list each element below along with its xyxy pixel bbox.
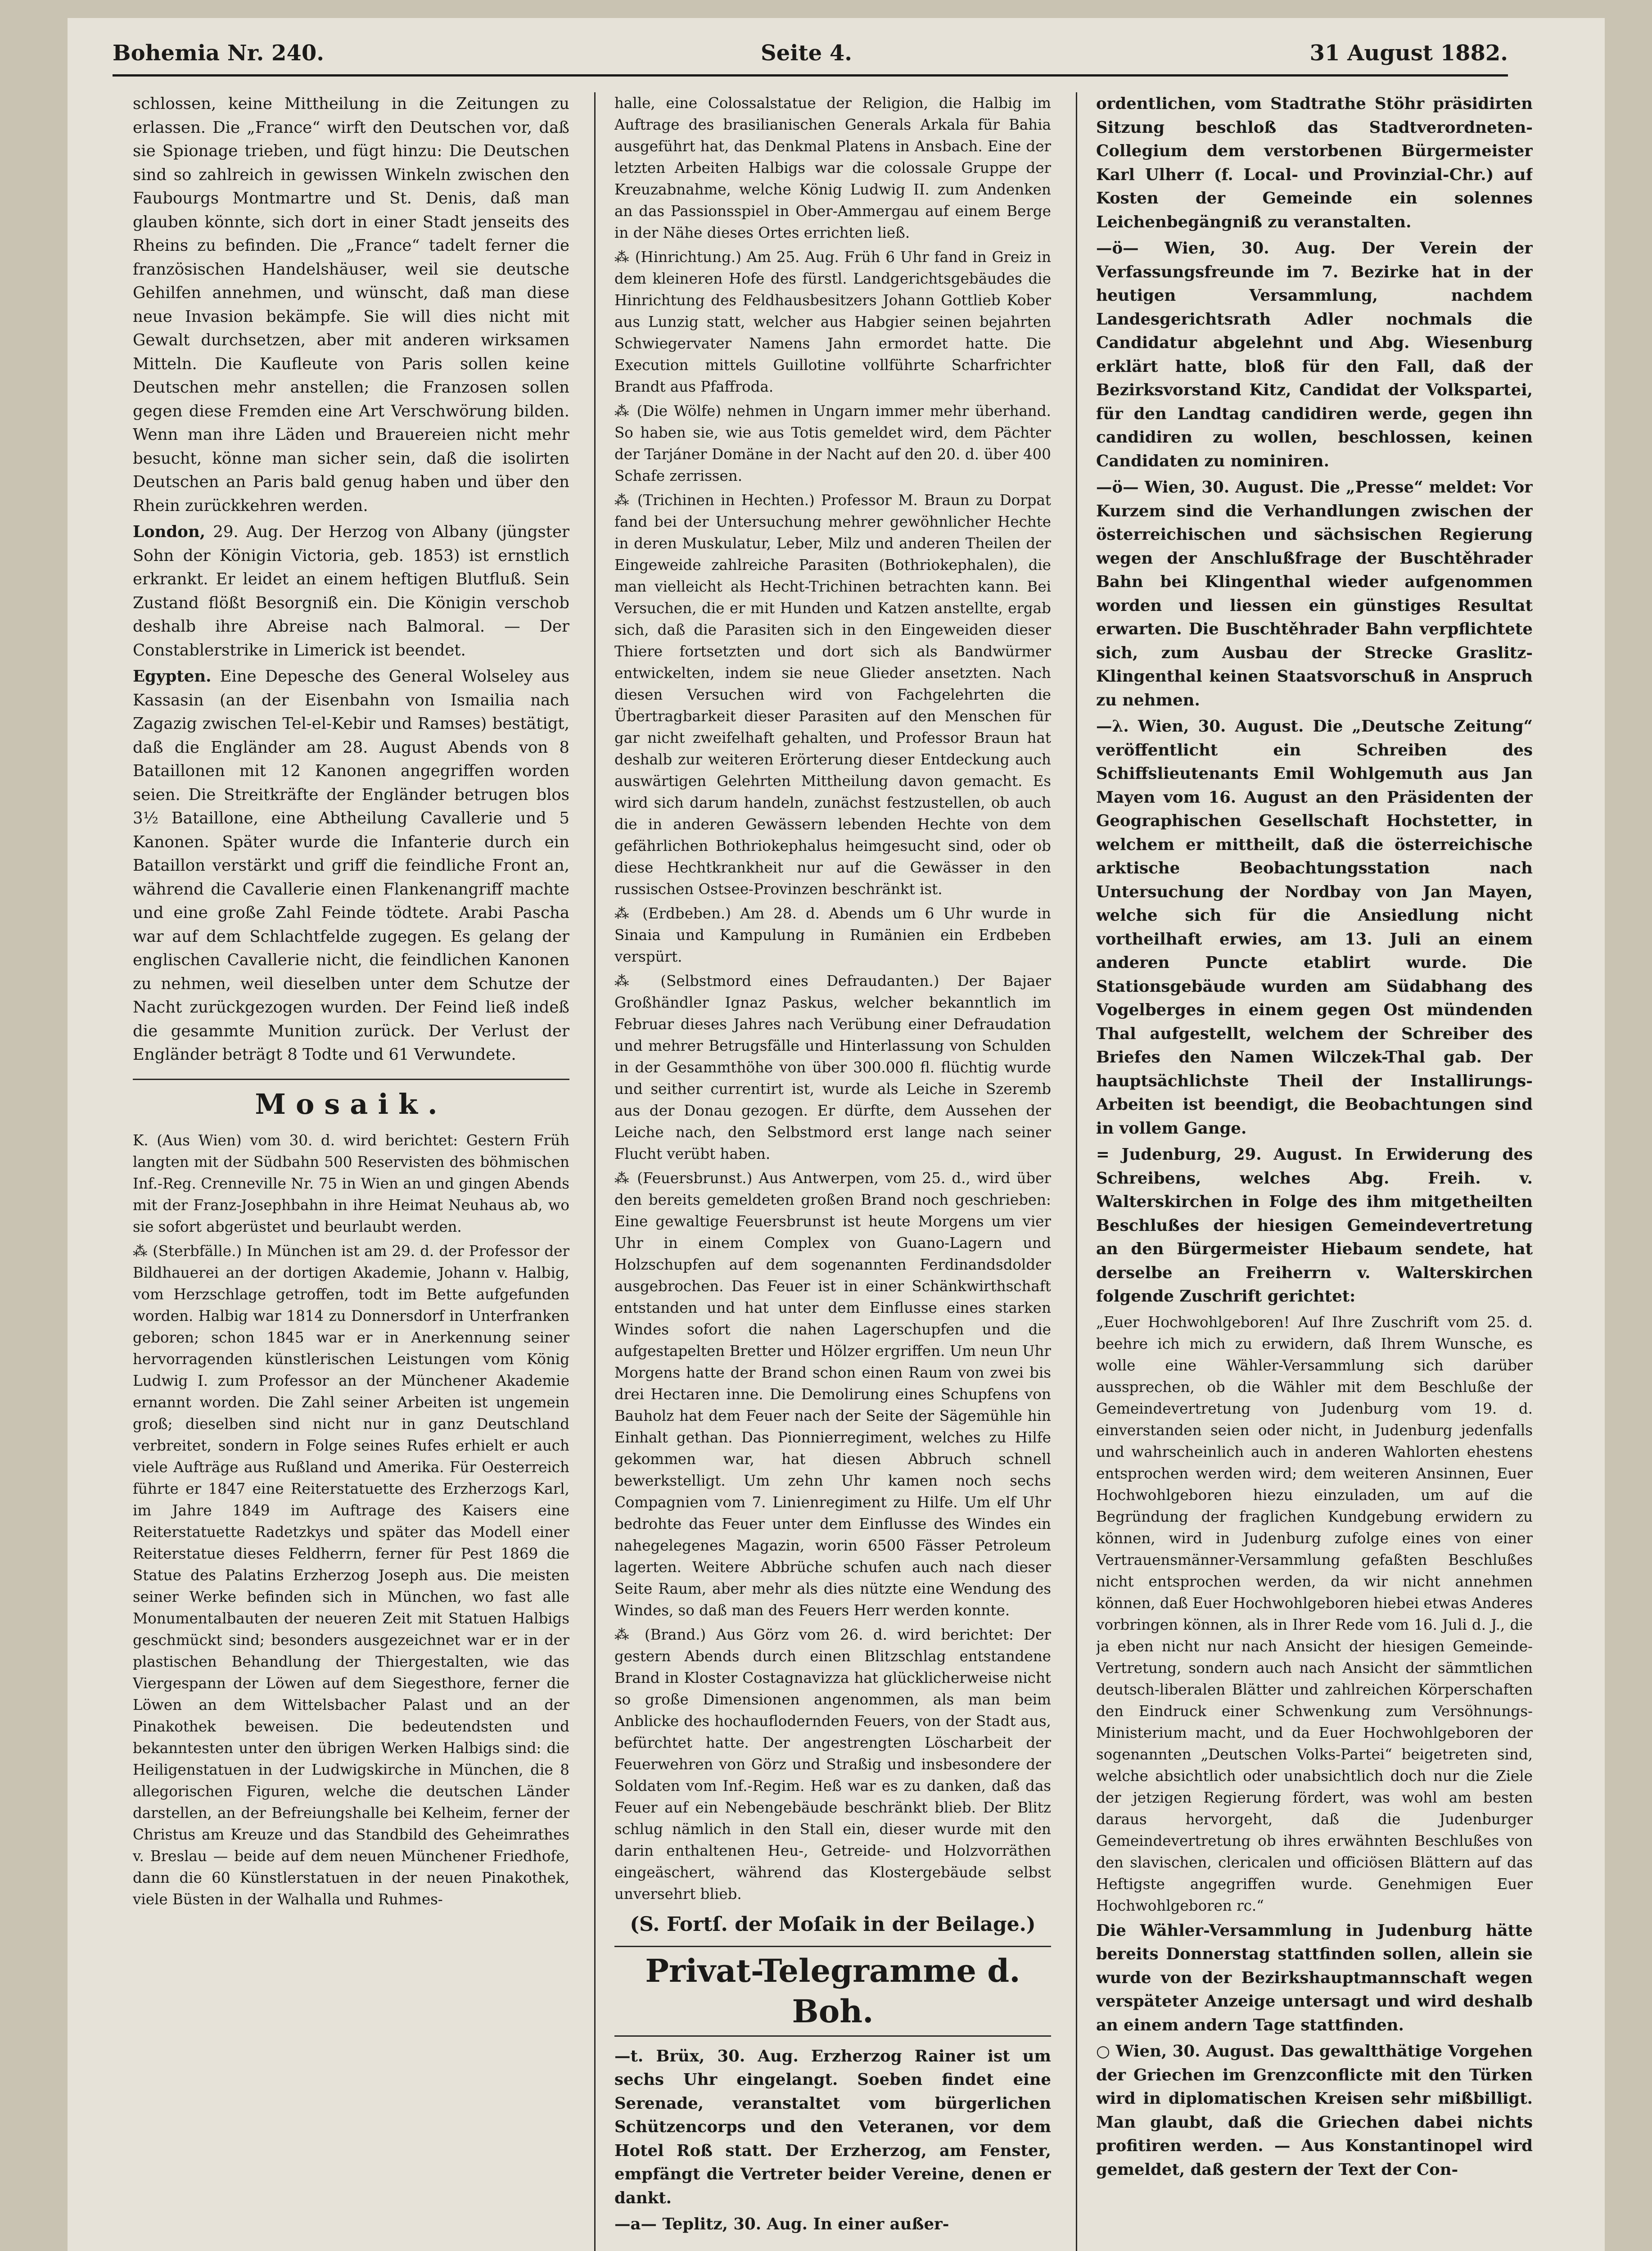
news-item: ⁂ (Brand.) Aus Görz vom 26. d. wird berichtet: Der gestern Abends durch einen Blitzschlag entstandene Brand in Kloster Costagnavizza hat glücklicherweise nicht so große Dimensionen angenommen, als man beim Anblicke des hochauflodernden Feuers, von der Stadt aus, befürchtet hatte. Der angestrengten Löscharbeit der Feuerwehren von Görz und Straßig und insbesondere der Soldaten vom Inf.-Regim. Heß war es zu danken, daß das Feuer auf ein Nebengebäude beschränkt blieb. Der Blitz schlug nämlich in den Stall ein, dieser wurde mit den darin enthaltenen Heu-, Getreide- und Holzvorräthen eingeäschert, während das Klostergebäude selbst unversehrt blieb. — [614, 1626, 1051, 1903]
issue-date: 31 August 1882. — [1309, 41, 1508, 66]
section-rule — [133, 1079, 569, 1080]
news-item: ⁂ (Trichinen in Hechten.) Professor M. Braun zu Dorpat fand bei der Untersuchung mehrer gewöhnlicher Hechte in deren Muskulatur, Leber, Milz und anderen Theilen der Eingeweide zahlreiche Parasiten (Bothriokephalen), die man vielleicht als Hecht-Trichinen betrachten kann. Bei Versuchen, die er mit Hunden und Katzen anstellte, ergab sich, daß die Parasiten sich in den Eingeweiden dieser Thiere fortsetzten und dort sich als Bandwürmer entwickelten, indem sie neue Glieder ansetzten. Nach diesen Versuchen wird von Fachgelehrten die Übertragbarkeit dieser Parasiten auf den Menschen für gar nicht zweifelhaft gehalten, und Professor Braun hat deshalb zur weiteren Erörterung dieser Entdeckung auch auswärtigen Gelehrten Mittheilung davon gemacht. Es wird sich darum handeln, zunächst festzustellen, ob auch die in anderen Gewässern lebenden Hechte von dem gefährlichen Bothriokephalus heimgesucht sind, oder ob diese Hechtkrankheit nur auf die Gewässer in den russischen Ostsee-Provinzen beschränkt ist. — [614, 492, 1051, 898]
page-header — [113, 36, 1508, 72]
news-item: halle, eine Colossalstatue der Religion, die Halbig im Auftrage des brasilianischen Generals Arkala für Bahia ausgeführt hat, das Denkmal Platens in Ansbach. Eine der letzten Arbeiten Halbigs war die colossale Gruppe der Kreuzabnahme, welche König Ludwig II. zum Andenken an das Passionsspiel in Ober-Ammergau auf einem Berge in der Nähe dieses Ortes errichten ließ. — [614, 95, 1051, 241]
column-divider — [594, 92, 596, 2251]
column-1 — [133, 92, 569, 2251]
telegram-item: Die Wähler-Versammlung in Judenburg hätte bereits Donnerstag stattfinden sollen, allein sie wurde von der Bezirkshauptmannschaft wegen verspäteter Anzeige untersagt und wird deshalb an einem andern Tage stattfinden. — [1096, 1921, 1533, 2034]
telegram-item: ○ Wien, 30. August. Das gewaltthätige Vorgehen der Griechen im Grenzconflicte mit den Türken wird in diplomatischen Kreisen sehr mißbilligt. Man glaubt, daß die Griechen dabei nichts profitiren werden. — Aus Konstantinopel wird gemeldet, daß gestern der Text der Con- — [1096, 2042, 1533, 2179]
news-item: ⁂ (Die Wölfe) nehmen in Ungarn immer mehr überhand. So haben sie, wie aus Totis gemeldet wird, dem Pächter der Tarjáner Domäne in der Nacht auf den 20. d. über 400 Schafe zerrissen. — [614, 402, 1051, 484]
news-item: ⁂ (Selbstmord eines Defraudanten.) Der Bajaer Großhändler Ignaz Paskus, welcher bekanntlich im Februar dieses Jahres nach Verübung einer Defraudation und mehrer Betrugsfälle und Hinterlassung von Schulden in der Gesammthöhe von über 300.000 fl. flüchtig wurde und seither currentirt ist, wurde als Leiche in Szeremb aus der Donau gezogen. Er dürfte, dem Aussehen der Leiche nach, den Selbstmord erst lange nach seiner Flucht verübt haben. — [614, 972, 1051, 1162]
letter-quote: „Euer Hochwohlgeboren! Auf Ihre Zuschrift vom 25. d. beehre ich mich zu erwidern, daß Ihrem Wunsche, es wolle eine Wähler-Versammlung sich darüber aussprechen, ob die Wähler mit dem Beschluße der Gemeindevertretung von Judenburg vom 19. d. einverstanden seien oder nicht, in Judenburg jedenfalls und wahrscheinlich auch in anderen Wahlorten ehestens entsprochen werden wird; dem weiteren Ansinnen, Euer Hochwohlgeboren hiezu einzuladen, um auf die Begründung der fraglichen Kundgebung erwidern zu können, wird in Judenburg zufolge eines von einer Vertrauensmänner-Versammlung gefaßten Beschlußes nicht entsprochen werden, da wir nicht annehmen können, daß Euer Hochwohlgeboren hiebei etwas Anderes vorbringen können, als in Ihrer Rede vom 16. Juli d. J., die ja eben nicht nur nach Ansicht der hiesigen Gemeinde-Vertretung, sondern auch nach Ansicht der sämmtlichen deutsch-liberalen Blätter und zahlreichen Körperschaften den Eindruck einer Schwenkung zum Versöhnungs-Ministerium macht, und da Euer Hochwohlgeboren der sogenannten „Deutschen Volks-Partei“ beigetreten sind, welche absichtlich oder unabsichtlich doch nur die Ziele der jetzigen Regierung fördert, was wohl am besten daraus hervorgeht, daß die Judenburger Gemeindevertretung ob ihres erwähnten Beschlußes von den slavischen, clericalen und officiösen Blättern auf das Heftigste angegriffen wurde. Genehmigen Euer Hochwohlgeboren rc.“ — [1096, 1313, 1533, 1914]
telegram-item: —ö— Wien, 30. Aug. Der Verein der Verfassungsfreunde im 7. Bezirke hat in der heutigen Versammlung, nachdem Landesgerichtsrath Adler nochmals die Candidatur abgelehnt und Abg. Wiesenburg erklärt hatte, bloß für den Fall, daß der Bezirksvorstand Kitz, Candidat der Volkspartei, für den Landtag candidiren werde, gegen ihn candidiren zu wollen, beschlossen, keinen Candidaten zu nominiren. — [1096, 239, 1533, 470]
section-title-telegrams: Privat-Telegramme d. Boh. — [614, 1946, 1051, 2037]
news-item: ⁂ (Erdbeben.) Am 28. d. Abends um 6 Uhr wurde in Sinaia und Kampulung in Rumänien ein Erdbeben verspürt. — [614, 905, 1051, 965]
header-rule — [113, 74, 1508, 77]
page-number: Seite 4. — [761, 41, 852, 66]
section-title-mosaik: Mosaik. — [255, 1087, 447, 1121]
column-3 — [1096, 92, 1533, 2251]
news-item: ⁂ (Hinrichtung.) Am 25. Aug. Früh 6 Uhr fand in Greiz in dem kleineren Hofe des fürstl. Landgerichtsgebäudes die Hinrichtung des Feldhausbesitzers Johann Gottlieb Kober aus Lunzig statt, welcher aus Habgier seinen bejahrten Schwiegervater Namens Jahn ermordet hatte. Die Execution mittels Guillotine vollführte Scharfrichter Brandt aus Pfaffroda. — [614, 249, 1051, 395]
dateline: Egypten. — [133, 667, 212, 686]
article-egypten — [133, 665, 569, 1067]
news-item: K. (Aus Wien) vom 30. d. wird berichtet: Gestern Früh langten mit der Südbahn 500 Reservisten des böhmischen Inf.-Reg. Crenneville Nr. 75 in Wien an und gingen Abends mit der Franz-Josephbahn in ihre Heimat Neuhaus ab, wo sie sofort abgerüstet und beurlaubt werden. — [133, 1132, 569, 1235]
telegram-item: —t. Brüx, 30. Aug. Erzherzog Rainer ist um sechs Uhr eingelangt. Soeben findet eine Serenade, veranstaltet vom bürgerlichen Schützencorps und den Veteranen, vor dem Hotel Roß statt. Der Erzherzog, am Fenster, empfängt die Vertreter beider Vereine, denen er dankt. — [614, 2047, 1051, 2207]
telegram-item: —ö— Wien, 30. August. Die „Presse“ meldet: Vor Kurzem sind die Verhandlungen zwischen der österreichischen und sächsischen Regierung wegen der Anschlußfrage der Buschtěhrader Bahn bei Klingenthal wieder aufgenommen worden und liessen ein günstiges Resultat erwarten. Die Buschtěhrader Bahn verpflichtete sich, zum Ausbau der Strecke Graslitz-Klingenthal keinen Staatsvorschuß in Anspruch zu nehmen. — [1096, 478, 1533, 710]
column-2 — [614, 92, 1051, 2251]
news-item: ⁂ (Sterbfälle.) In München ist am 29. d. der Professor der Bildhauerei an der dortigen Akademie, Johann v. Halbig, vom Herzschlage getroffen, todt im Bette aufgefunden worden. Halbig war 1814 zu Donnersdorf in Unterfranken geboren; schon 1845 war er in Anerkennung seiner hervorragenden künstlerischen Leistungen vom König Ludwig I. zum Professor an der Münchener Akademie ernannt worden. Die Zahl seiner Arbeiten ist ungemein groß; dieselben sind nicht nur in ganz Deutschland verbreitet, sondern in Folge seines Rufes erhielt er auch viele Aufträge aus Rußland und Amerika. Für Oesterreich führte er 1847 eine Reiterstatuette des Erzherzogs Karl, im Jahre 1849 im Auftrage des Kaisers eine Reiterstatuette Radetzkys und später das Modell einer Reiterstatue dieses Feldherrn, ferner für Pest 1869 die Statue des Palatins Erzherzog Joseph aus. Die meisten seiner Werke befinden sich in München, wo fast alle Monumentalbauten der neueren Zeit mit Statuen Halbigs geschmückt sind; besonders ausgezeichnet war er in der plastischen Behandlung der Thiergestalten, wie das Viergespann der Löwen auf dem Siegesthore, ferner die Löwen an dem Wittelsbacher Palast und an der Pinakothek beweisen. Die bedeutendsten und bekanntesten unter den übrigen Werken Halbigs sind: die Heiligenstatuen in der Ludwigskirche in München, die 8 allegorischen Figuren, welche die deutschen Länder darstellen, an der Befreiungshalle bei Kelheim, ferner der Christus am Kreuze und das Standbild des Geheimrathes v. Breslau — beide auf dem neuen Münchener Friedhofe, dann die 60 Künstlerstatuen in der neuen Pinakothek, viele Büsten in der Walhalla und Ruhmes- — [133, 1243, 569, 1908]
article-london — [133, 520, 569, 662]
article-text: Eine Depesche des General Wolseley aus Kassasin (an der Eisenbahn von Ismailia nach Zagazig zwischen Tel-el-Kebir und Ramses) bestätigt, daß die Engländer am 28. August Abends von 8 Bataillonen mit 12 Kanonen angegriffen worden seien. Die Streitkräfte der Engländer betrugen blos 3½ Bataillone, eine Abtheilung Cavallerie und 5 Kanonen. Später wurde die Infanterie durch ein Bataillon verstärkt und griff die feindliche Front an, während die Cavallerie einen Flankenangriff machte und eine große Zahl Feinde tödtete. Arabi Pascha war auf dem Schlachtfelde zugegen. Es gelang der englischen Cavallerie nicht, die feindlichen Kanonen zu nehmen, weil dieselben unter dem Schutze der Nacht zurückgezogen wurden. Der Feind ließ indeß die gesammte Munition zurück. Der Verlust der Engländer beträgt 8 Todte und 61 Verwundete. — [133, 667, 569, 1064]
dateline: London, — [133, 523, 206, 541]
telegram-item: —λ. Wien, 30. August. Die „Deutsche Zeitung“ veröffentlicht ein Schreiben des Schiffslieutenants Emil Wohlgemuth aus Jan Mayen vom 16. August an den Präsidenten der Geographischen Gesellschaft Hochstetter, in welchem er mittheilt, daß die österreichische arktische Beobachtungsstation nach Untersuchung der Nordbay von Jan Mayen, welche sich für die Ansiedlung nicht vortheilhaft erwies, am 13. Juli an einem anderen Puncte etablirt wurde. Die Stationsgebäude wurden am Südabhang des Vogelberges in einem gegen Ost mündenden Thal aufgestellt, welchem der Schreiber des Briefes den Namen Wilczek-Thal gab. Der hauptsächlichste Theil der Installirungs-Arbeiten ist beendigt, die Beobachtungen sind in vollem Gange. — [1096, 717, 1533, 1138]
masthead-issue: Bohemia Nr. 240. — [113, 41, 324, 66]
article-paragraph: schlossen, keine Mittheilung in die Zeitungen zu erlassen. Die „France“ wirft den Deutschen vor, daß sie Spionage trieben, und fügt hinzu: Die Deutschen sind so zahlreich in gewissen Winkeln zwischen den Faubourgs Montmartre und St. Denis, daß man glauben könnte, sich dort in einer Stadt jenseits des Rheins zu befinden. Die „France“ tadelt ferner die französischen Handelshäuser, weil sie deutsche Gehilfen annehmen, und wünscht, daß man diese neue Invasion bekämpfe. Sie will dies nicht mit Gewalt durchsetzen, aber mit anderen wirksamen Mitteln. Die Kaufleute von Paris sollen keine Deutschen mehr anstellen; die Franzosen sollen gegen diese Fremden eine Art Verschwörung bilden. Wenn man ihre Läden und Brauereien nicht mehr besucht, könne man sicher sein, daß die isolirten Deutschen an Paris bald genug haben und über den Rhein zurückkehren werden. — [133, 95, 569, 515]
continuation-note: (S. Fortſ. der Moſaik in der Beilage.) — [630, 1913, 1036, 1936]
column-divider — [1076, 92, 1077, 2251]
news-item: ⁂ (Feuersbrunst.) Aus Antwerpen, vom 25. d., wird über den bereits gemeldeten großen Brand noch geschrieben: Eine gewaltige Feuersbrunst ist heute Morgens um vier Uhr in einem Complex von Guano-Lagern und Holzschupfen auf dem sogenannten Ferdinandsdolder ausgebrochen. Das Feuer ist in einer Schänkwirthschaft entstanden und hat unter dem Einflusse eines starken Windes sofort die nahen Lagerschupfen und die aufgestapelten Bretter und Hölzer ergriffen. Um neun Uhr Morgens hatte der Brand schon einen Raum von zwei bis drei Hectaren inne. Die Demolirung eines Schupfens von Bauholz hat dem Feuer nach der Seite der Sägemühle hin Einhalt gethan. Das Pionnierregiment, welches zu Hilfe gekommen war, hat diesen Abbruch schnell bewerkstelligt. Um zehn Uhr kamen noch sechs Compagnien vom 7. Linienregiment zu Hilfe. Um elf Uhr bedrohte das Feuer unter dem Einflusse des Windes ein nahegelegenes Magazin, worin 6500 Fässer Petroleum lagerten. Weitere Abbrüche schufen auch nach dieser Seite Raum, aber mehr als dies nützte eine Wendung des Windes, so daß man des Feuers Herr werden konnte. — [614, 1170, 1051, 1619]
telegram-item: —a— Teplitz, 30. Aug. In einer außer- — [614, 2215, 949, 2233]
telegram-item: ordentlichen, vom Stadtrathe Stöhr präsidirten Sitzung beschloß das Stadtverordneten-Collegium dem verstorbenen Bürgermeister Karl Ulherr (f. Local- und Provinzial-Chr.) auf Kosten der Gemeinde ein solennes Leichenbegängniß zu veranstalten. — [1096, 95, 1533, 231]
telegram-item: = Judenburg, 29. August. In Erwiderung des Schreibens, welches Abg. Freih. v. Walterskirchen in Folge des ihm mitgetheilten Beschlußes der hiesigen Gemeindevertretung an den Bürgermeister Hiebaum sendete, hat derselbe an Freiherrn v. Walterskirchen folgende Zuschrift gerichtet: — [1096, 1145, 1533, 1306]
article-text: 29. Aug. Der Herzog von Albany (jüngster Sohn der Königin Victoria, geb. 1853) ist ernstlich erkrankt. Er leidet an einem heftigen Blutfluß. Sein Zustand flößt Besorgniß ein. Die Königin verschob deshalb ihre Abreise nach Balmoral. — Der Constablerstrike in Limerick ist beendet. — [133, 523, 569, 660]
